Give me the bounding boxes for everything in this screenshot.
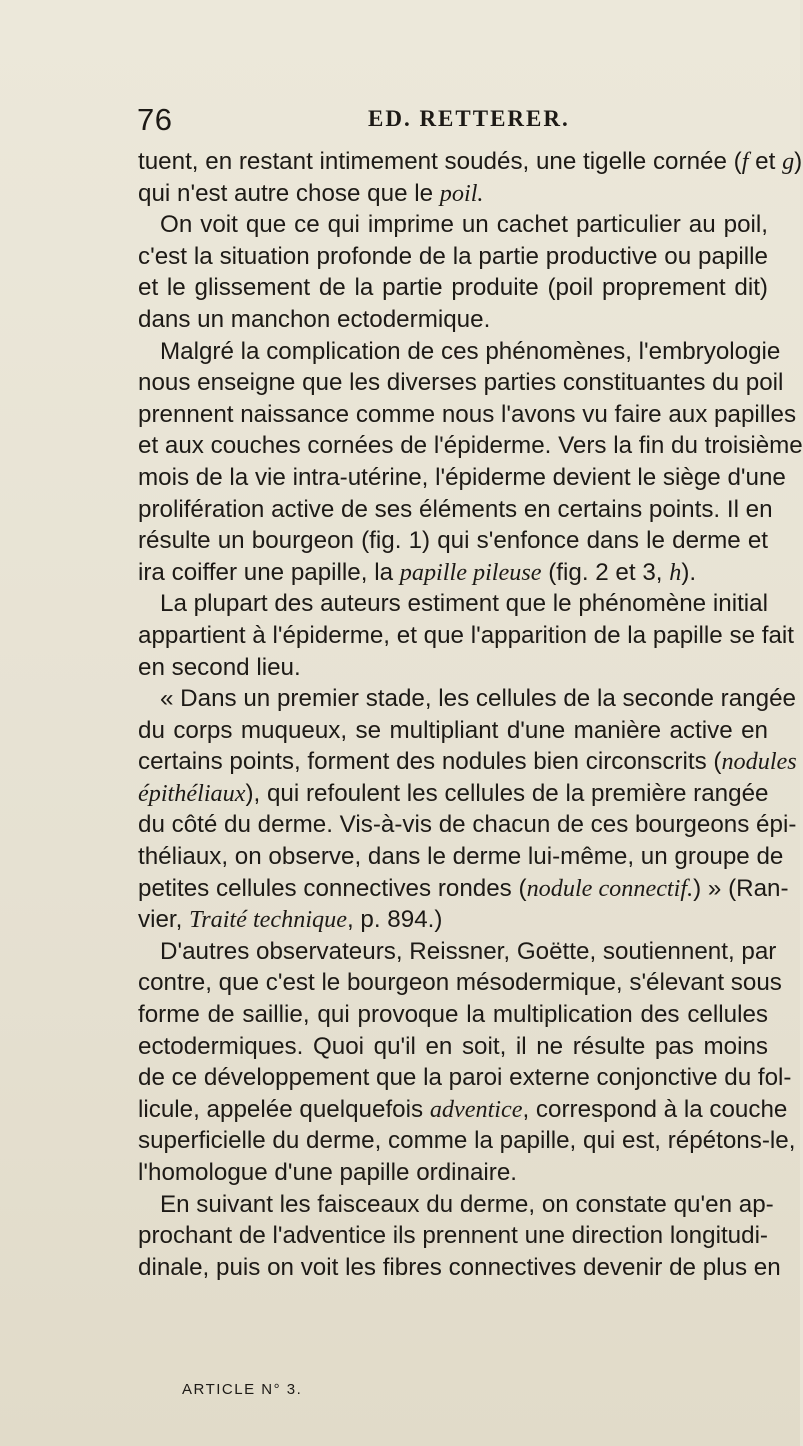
text-line: superficielle du derme, comme la papille, qui est, répétons-le, <box>138 1127 796 1155</box>
text-line: dans un manchon ectodermique. <box>138 305 491 333</box>
text-line: l'homologue d'une papille ordinaire. <box>138 1159 518 1186</box>
paragraph <box>138 683 797 936</box>
text-line: en second lieu. <box>138 653 301 681</box>
text-line: c'est la situation profonde de la partie productive ou papille <box>138 242 768 270</box>
text-line: prolifération active de ses éléments en certains points. Il en <box>138 495 773 523</box>
text-line: prennent naissance comme nous l'avons vu faire aux papilles <box>138 400 797 428</box>
text-line: tuent, en restant intimement soudés, une tigelle cornée (f et g) <box>138 148 803 175</box>
text-line: vier, Traité technique, p. 894.) <box>138 906 443 934</box>
text-line: ectodermiques. Quoi qu'il en soit, il ne résulte pas moins <box>138 1032 768 1060</box>
text-line: et le glissement de la partie produite (poil proprement dit) <box>138 274 768 302</box>
paragraph <box>138 588 795 683</box>
text-line: forme de saillie, qui provoque la multiplication des cellules <box>138 1001 768 1029</box>
paragraph <box>138 936 796 1189</box>
running-head: ED. RETTERER. <box>368 106 570 131</box>
text-line: appartient à l'épiderme, et que l'apparition de la papille se fait <box>138 621 795 649</box>
text-line: nous enseigne que les diverses parties constituantes du poil <box>138 369 784 397</box>
text-line: D'autres observateurs, Reissner, Goëtte, soutiennent, par <box>160 937 777 965</box>
paragraph <box>138 209 768 335</box>
text-line: prochant de l'adventice ils prennent une direction longitudi- <box>138 1222 768 1250</box>
text-line: La plupart des auteurs estiment que le phénomène initial <box>160 590 768 618</box>
text-line: dinale, puis on voit les fibres connectives devenir de plus en <box>138 1253 781 1281</box>
text-line: petites cellules connectives rondes (nodule connectif.) » (Ran- <box>138 874 789 902</box>
text-line: et aux couches cornées de l'épiderme. Vers la fin du troisième <box>138 432 803 460</box>
paragraph <box>138 146 803 209</box>
text-line: licule, appelée quelquefois adventice, correspond à la couche <box>138 1095 788 1123</box>
text-line: ira coiffer une papille, la papille pileuse (fig. 2 et 3, h). <box>138 558 697 586</box>
page-footer: ARTICLE N° 3. <box>182 1381 303 1398</box>
paragraph <box>138 1189 781 1284</box>
text-line: contre, que c'est le bourgeon mésodermique, s'élevant sous <box>138 969 782 997</box>
text-line: mois de la vie intra-utérine, l'épiderme devient le siège d'une <box>138 463 786 491</box>
page-number: 76 <box>137 102 173 137</box>
text-line: Malgré la complication de ces phénomènes, l'embryologie <box>160 337 781 365</box>
text-line: qui n'est autre chose que le poil. <box>138 179 484 207</box>
text-line: épithéliaux), qui refoulent les cellules de la première rangée <box>138 779 769 807</box>
text-line: du côté du derme. Vis-à-vis de chacun de ces bourgeons épi- <box>138 811 797 839</box>
body-text <box>138 146 803 1283</box>
text-line: certains points, forment des nodules bien circonscrits (nodules <box>138 748 797 776</box>
page-header <box>137 102 765 136</box>
text-line: du corps muqueux, se multipliant d'une manière active en <box>138 716 768 744</box>
text-line: « Dans un premier stade, les cellules de la seconde rangée <box>160 685 796 713</box>
text-line: théliaux, on observe, dans le derme lui-même, un groupe de <box>138 843 784 871</box>
paragraph <box>138 336 803 589</box>
text-line: résulte un bourgeon (fig. 1) qui s'enfonce dans le derme et <box>138 527 768 555</box>
text-line: de ce développement que la paroi externe conjonctive du fol- <box>138 1064 792 1092</box>
text-line: On voit que ce qui imprime un cachet particulier au poil, <box>160 211 768 239</box>
text-line: En suivant les faisceaux du derme, on constate qu'en ap- <box>160 1190 774 1218</box>
